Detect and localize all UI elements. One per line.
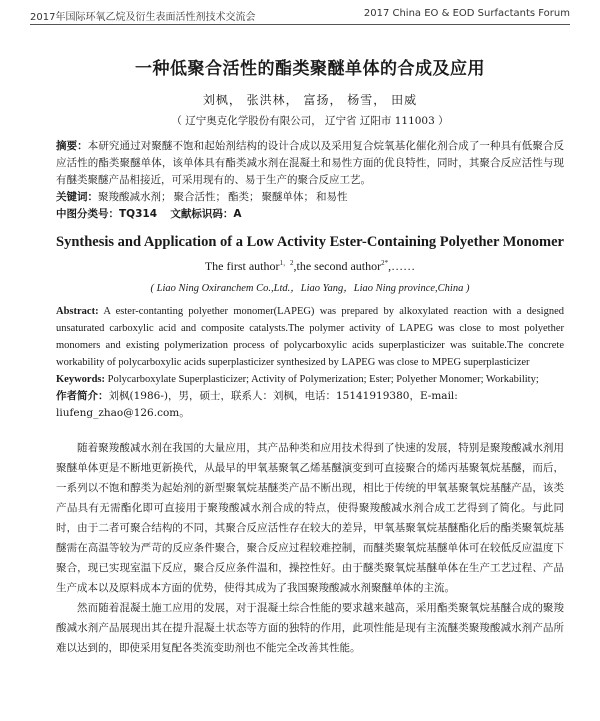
en-authors bbox=[56, 258, 564, 274]
en-affiliation: ( Liao Ning Oxiranchem Co.,Ltd.，Liao Yang，Liao Ning province,China ) bbox=[150, 283, 470, 294]
cn-keyword: 和易性 bbox=[316, 191, 348, 203]
cn-keyword: 聚羧酸减水剂； bbox=[98, 191, 172, 203]
cn-authors: 刘枫， 张洪林， 富扬， 杨雪， 田威 bbox=[202, 93, 418, 107]
running-header bbox=[30, 8, 570, 23]
cn-keyword: 酯类； bbox=[228, 191, 260, 203]
cn-abstract-text: 本研究通过对聚醚不饱和起始剂结构的设计合成以及采用复合烷氧基化催化剂合成了一种具有低聚合反应活性的酯类聚醚单体，该单体具有酯类减水剂在混凝土和易性方面的优良特性，同时，其聚合反应活性与现有醚类聚醚产品相接近，可采用现有的、易于生产的聚合反应工艺。 bbox=[56, 140, 565, 186]
en-second-author: ,the second author bbox=[293, 259, 382, 273]
en-first-author: The first author bbox=[204, 259, 280, 273]
cn-keyword: 聚合活性； bbox=[173, 191, 226, 203]
cn-classification bbox=[56, 206, 564, 223]
header-left-text: 2017年国际环氧乙烷及衍生表面活性剂技术交流会 bbox=[30, 12, 256, 23]
author-bio bbox=[56, 388, 564, 422]
cn-title: 一种低聚合活性的酯类聚醚单体的合成及应用 bbox=[135, 59, 485, 79]
en-abstract bbox=[56, 303, 564, 371]
cn-keywords bbox=[56, 189, 564, 206]
header-right-text: 2017 China EO & EOD Surfactants Forum bbox=[363, 8, 570, 19]
doc-code-label: 文献标识码： bbox=[170, 208, 234, 220]
body-paragraph: 然而随着混凝土施工应用的发展，对于混凝土综合性能的要求越来越高，采用酯类聚氧烷基醚合成的聚羧酸减水剂产品展现出其在提升混凝土状态等方面的独特的作用，此项性能是现有主流醚类聚羧酸减水剂产品所难以达到的，即使采用复配各类流变助剂也不能完全改善其性能。 bbox=[56, 602, 564, 654]
cn-keywords-label: 关键词： bbox=[56, 191, 98, 203]
clc-value: TQ314 bbox=[119, 208, 158, 220]
en-title: Synthesis and Application of a Low Activity Ester-Containing Polyether Monomer bbox=[56, 234, 564, 250]
body-paragraph: 随着聚羧酸减水剂在我国的大量应用，其产品种类和应用技术得到了快速的发展，特别是聚羧酸减水剂用聚醚单体更是不断地更新换代，从最早的甲氧基聚氧乙烯基醚演变到可直接聚合的烯丙基聚氧烷基醚，而后，一系列以不饱和醇类为起始剂的新型聚氧烷基醚类产品不断出现，相比于传统的甲氧基聚氧烷基醚产品，该类产品具有无需酯化即可直接用于聚羧酸减水剂合成的特点，使得聚羧酸减水剂合成工艺得到了简化。与此同时，由于二者可聚合结构的不同，其聚合反应活性存在较大的差异，甲氧基聚氧烷基醚酯化后的酯类聚氧烷基醚需在高温等较为严苛的反应条件聚合，聚合反应过程较难控制，而醚类聚氧烷基醚单体可在较低反应温度下聚合，现已实现室温下反应，聚合反应条件温和，操控性好。由于醚类聚氧烷基醚单体在生产工艺过程、产品生产成本以及原料成本方面的优势，使得其成为了我国聚羧酸减水剂聚醚单体的主流。 bbox=[56, 442, 564, 594]
clc-label: 中图分类号： bbox=[56, 208, 119, 220]
cn-abstract-label: 摘要： bbox=[56, 140, 88, 152]
cn-abstract bbox=[56, 138, 564, 189]
en-abstract-label: Abstract: bbox=[56, 306, 99, 317]
header-rule bbox=[30, 24, 570, 25]
en-abstract-text: A ester-contanting polyether monomer(LAPEG) was prepared by alkoxylated reaction with a designed unsaturated carboxylic acid and composite catalysts.The polymer activity of LAPEG was close to most polyether monomers and existing polymerization process of polycarboxylic acids superplasticizer was suitable.The concrete workability of polycarboxylic acids superplasticizer synthesized by LAPEG was close to MPEG superplasticizer bbox=[56, 306, 564, 368]
author-bio-text: 刘枫(1986-)，男，硕士，联系人：刘枫，电话：15141919380，E-mail: liufeng_zhao@126.com。 bbox=[56, 390, 458, 419]
author-bio-label: 作者简介： bbox=[56, 390, 109, 402]
en-keywords-text: Polycarboxylate Superplasticizer; Activity of Polymerization; Ester; Polyether Monomer; Workability; bbox=[105, 374, 539, 385]
cn-keyword: 聚醚单体； bbox=[261, 191, 314, 203]
en-first-author-sup: 1，2 bbox=[279, 259, 294, 267]
en-second-author-sup: 2* bbox=[381, 259, 389, 267]
doc-code-value: A bbox=[233, 208, 242, 220]
en-keywords-label: Keywords: bbox=[56, 374, 105, 385]
paper-page bbox=[56, 54, 564, 658]
cn-affiliation: （ 辽宁奥克化学股份有限公司， 辽宁省 辽阳市 111003 ） bbox=[171, 115, 449, 127]
en-keywords bbox=[56, 371, 564, 388]
body-text bbox=[56, 438, 564, 658]
en-authors-rest: ,…… bbox=[388, 259, 416, 273]
